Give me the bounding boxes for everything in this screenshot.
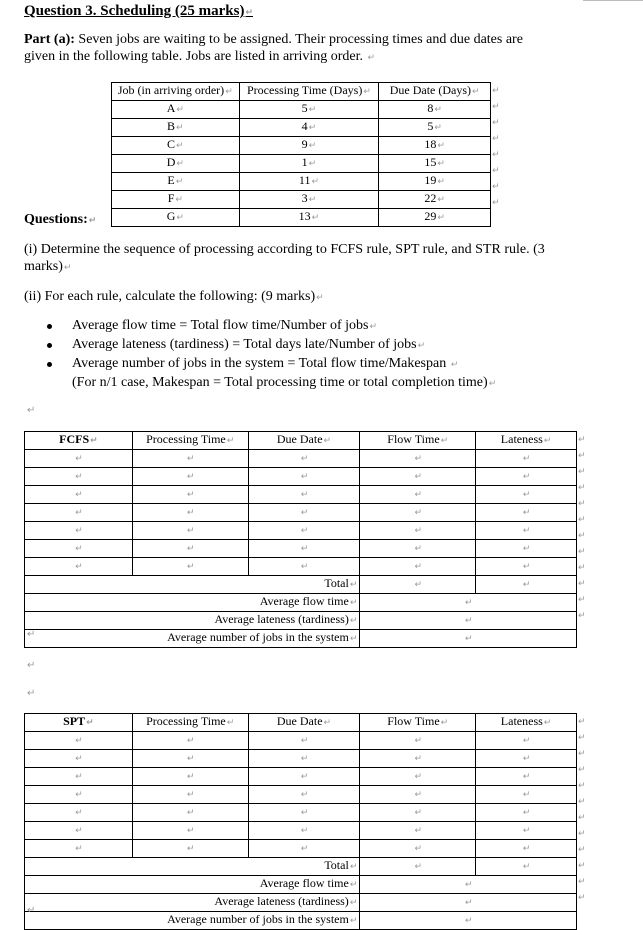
processing-time-cell[interactable]: ↵ <box>132 540 248 558</box>
fcfs_table-header-flow-time: Flow Time↵ <box>360 432 476 450</box>
processing-time-cell: 1↵ <box>239 155 379 173</box>
fcfs_table-data-row <box>25 486 577 504</box>
row-end-mark: ↵ <box>492 150 500 160</box>
flow-time-cell[interactable]: ↵ <box>360 732 476 750</box>
job-name-cell: E↵ <box>112 173 240 191</box>
spt_table-data-row <box>25 732 577 750</box>
flow-time-cell[interactable]: ↵ <box>360 822 476 840</box>
job-row <box>112 191 491 209</box>
processing-time-cell[interactable]: ↵ <box>132 522 248 540</box>
rule-cell[interactable]: ↵ <box>25 450 133 468</box>
processing-time-cell: 13↵ <box>239 209 379 227</box>
due-date-cell[interactable]: ↵ <box>248 750 360 768</box>
spt_table-total-row <box>25 858 577 876</box>
jobs-header-processing: Processing Time (Days)↵ <box>239 83 379 101</box>
fcfs_table-header-row <box>25 432 577 450</box>
empty-paragraph: ↵ <box>27 660 36 671</box>
due-date-cell[interactable]: ↵ <box>248 732 360 750</box>
due-date-cell[interactable]: ↵ <box>248 558 360 576</box>
question-1: (i) Determine the sequence of processing according to FCFS rule, SPT rule, and STR rule. (3 marks)↵ <box>24 242 545 274</box>
question-2: (ii) For each rule, calculate the following: (9 marks)↵ <box>24 289 324 304</box>
job-row <box>112 101 491 119</box>
row-end-mark: ↵ <box>578 781 586 791</box>
spt_table-data-row <box>25 804 577 822</box>
fcfs_table-header-due-date: Due Date↵ <box>248 432 360 450</box>
row-end-mark: ↵ <box>578 749 586 759</box>
job-row <box>112 119 491 137</box>
empty-paragraph: ↵ <box>27 629 36 640</box>
part-a-text-2: given in the following table. Jobs are listed in arriving order. <box>24 49 364 64</box>
spt_table-header-processing-time: Processing Time↵ <box>132 714 248 732</box>
rule-cell[interactable]: ↵ <box>25 840 133 858</box>
row-end-mark: ↵ <box>578 579 586 589</box>
processing-time-cell: 4↵ <box>239 119 379 137</box>
rule-cell[interactable]: ↵ <box>25 786 133 804</box>
flow-time-cell[interactable]: ↵ <box>360 504 476 522</box>
fcfs_table-average-lateness-row <box>25 612 577 630</box>
lateness-cell[interactable]: ↵ <box>476 468 577 486</box>
flow-time-cell[interactable]: ↵ <box>360 540 476 558</box>
row-end-mark: ↵ <box>492 102 500 112</box>
row-end-mark: ↵ <box>578 611 586 621</box>
due-date-cell: 29↵ <box>379 209 491 227</box>
row-end-mark: ↵ <box>492 134 500 144</box>
due-date-cell: 5↵ <box>379 119 491 137</box>
fcfs_table-total-row <box>25 576 577 594</box>
bullet-icon <box>47 362 52 367</box>
formula-item: Average number of jobs in the system = Total flow time/Makespan ↵ <box>24 355 496 374</box>
due-date-cell: 22↵ <box>379 191 491 209</box>
job-row <box>112 137 491 155</box>
rule-cell[interactable]: ↵ <box>25 750 133 768</box>
processing-time-cell: 3↵ <box>239 191 379 209</box>
processing-time-cell[interactable]: ↵ <box>132 468 248 486</box>
row-end-mark: ↵ <box>578 733 586 743</box>
part-a-text-1: Seven jobs are waiting to be assigned. Their processing times and due dates are <box>74 32 523 47</box>
due-date-cell[interactable]: ↵ <box>248 486 360 504</box>
average-flow-time-label: Average flow time↵ <box>25 594 360 612</box>
fcfs-table <box>24 431 577 648</box>
fcfs-row-marks <box>578 432 592 624</box>
spt_table-data-row <box>25 822 577 840</box>
empty-paragraph: ↵ <box>27 405 36 416</box>
due-date-cell[interactable]: ↵ <box>248 768 360 786</box>
part-a-paragraph: Part (a): Seven jobs are waiting to be assigned. Their processing times and due dates are given in the following table. Jobs are listed in arriving order. ↵ <box>24 32 523 64</box>
processing-time-cell: 11↵ <box>239 173 379 191</box>
fcfs_table-header-rule: FCFS↵ <box>25 432 133 450</box>
spt_table-data-row <box>25 840 577 858</box>
flow-time-cell[interactable]: ↵ <box>360 840 476 858</box>
lateness-cell[interactable]: ↵ <box>476 840 577 858</box>
job-row <box>112 209 491 227</box>
total-label: Total↵ <box>25 858 360 876</box>
bullet-icon <box>47 324 52 329</box>
spt-row-marks <box>578 714 592 906</box>
jobs-header-job: Job (in arriving order)↵ <box>112 83 240 101</box>
spt-table <box>24 713 577 930</box>
due-date-cell[interactable]: ↵ <box>248 840 360 858</box>
questions-heading: Questions:↵ <box>24 212 97 227</box>
flow-time-cell[interactable]: ↵ <box>360 486 476 504</box>
average-flow-time-value-cell[interactable]: ↵ <box>360 594 577 612</box>
processing-time-cell[interactable]: ↵ <box>132 504 248 522</box>
flow-time-cell[interactable]: ↵ <box>360 558 476 576</box>
processing-time-cell[interactable]: ↵ <box>132 750 248 768</box>
fcfs_table-data-row <box>25 540 577 558</box>
processing-time-cell[interactable]: ↵ <box>132 804 248 822</box>
processing-time-cell[interactable]: ↵ <box>132 558 248 576</box>
processing-time-cell[interactable]: ↵ <box>132 786 248 804</box>
row-end-mark: ↵ <box>492 166 500 176</box>
page-edge-line <box>583 0 643 1</box>
lateness-cell[interactable]: ↵ <box>476 486 577 504</box>
empty-paragraph: ↵ <box>27 905 36 916</box>
row-end-mark: ↵ <box>492 86 500 96</box>
due-date-cell[interactable]: ↵ <box>248 540 360 558</box>
job-row <box>112 155 491 173</box>
processing-time-cell: 5↵ <box>239 101 379 119</box>
jobs-header-row <box>112 83 491 101</box>
due-date-cell[interactable]: ↵ <box>248 522 360 540</box>
spt_table-header-flow-time: Flow Time↵ <box>360 714 476 732</box>
job-name-cell: F↵ <box>112 191 240 209</box>
rule-cell[interactable]: ↵ <box>25 804 133 822</box>
lateness-cell[interactable]: ↵ <box>476 822 577 840</box>
rule-cell[interactable]: ↵ <box>25 558 133 576</box>
processing-time-cell[interactable]: ↵ <box>132 768 248 786</box>
fcfs_table-average-jobs-in-system-row <box>25 630 577 648</box>
lateness-cell[interactable]: ↵ <box>476 750 577 768</box>
average-lateness-label: Average lateness (tardiness)↵ <box>25 894 360 912</box>
lateness-cell[interactable]: ↵ <box>476 504 577 522</box>
lateness-cell[interactable]: ↵ <box>476 804 577 822</box>
average-flow-time-value-cell[interactable]: ↵ <box>360 876 577 894</box>
average-jobs-in-system-label: Average number of jobs in the system↵ <box>25 630 360 648</box>
job-name-cell: G↵ <box>112 209 240 227</box>
fcfs_table-data-row <box>25 450 577 468</box>
lateness-cell[interactable]: ↵ <box>476 558 577 576</box>
rule-cell[interactable]: ↵ <box>25 522 133 540</box>
average-lateness-label: Average lateness (tardiness)↵ <box>25 612 360 630</box>
total-flow-time-cell[interactable]: ↵ <box>360 858 476 876</box>
rule-cell[interactable]: ↵ <box>25 486 133 504</box>
row-end-mark: ↵ <box>578 797 586 807</box>
row-end-mark: ↵ <box>578 483 586 493</box>
row-end-mark: ↵ <box>492 182 500 192</box>
spt_table-header-lateness: Lateness↵ <box>476 714 577 732</box>
due-date-cell[interactable]: ↵ <box>248 468 360 486</box>
row-end-mark: ↵ <box>578 765 586 775</box>
row-end-mark: ↵ <box>492 118 500 128</box>
row-end-mark: ↵ <box>578 451 586 461</box>
row-end-mark: ↵ <box>578 515 586 525</box>
fcfs_table-header-processing-time: Processing Time↵ <box>132 432 248 450</box>
processing-time-cell: 9↵ <box>239 137 379 155</box>
jobs-row-marks <box>492 83 506 211</box>
spt_table-header-row <box>25 714 577 732</box>
fcfs_table-average-flow-time-row <box>25 594 577 612</box>
formula-item: Average flow time = Total flow time/Number of jobs↵ <box>24 317 496 336</box>
lateness-cell[interactable]: ↵ <box>476 732 577 750</box>
total-flow-time-cell[interactable]: ↵ <box>360 576 476 594</box>
row-end-mark: ↵ <box>578 499 586 509</box>
due-date-cell[interactable]: ↵ <box>248 504 360 522</box>
spt_table-data-row <box>25 750 577 768</box>
processing-time-cell[interactable]: ↵ <box>132 450 248 468</box>
row-end-mark: ↵ <box>578 547 586 557</box>
flow-time-cell[interactable]: ↵ <box>360 750 476 768</box>
due-date-cell: 19↵ <box>379 173 491 191</box>
row-end-mark: ↵ <box>578 563 586 573</box>
spt_table-data-row <box>25 786 577 804</box>
flow-time-cell[interactable]: ↵ <box>360 468 476 486</box>
rule-cell[interactable]: ↵ <box>25 768 133 786</box>
fcfs_table-data-row <box>25 504 577 522</box>
spt_table-average-flow-time-row <box>25 876 577 894</box>
formula-item: Average lateness (tardiness) = Total days late/Number of jobs↵ <box>24 336 496 355</box>
row-end-mark: ↵ <box>578 861 586 871</box>
rule-cell[interactable]: ↵ <box>25 540 133 558</box>
lateness-cell[interactable]: ↵ <box>476 450 577 468</box>
spt_table-header-rule: SPT↵ <box>25 714 133 732</box>
formula-note: (For n/1 case, Makespan = Total processing time or total completion time)↵ <box>72 375 497 390</box>
spt_table-header-due-date: Due Date↵ <box>248 714 360 732</box>
row-end-mark: ↵ <box>578 435 586 445</box>
rule-cell[interactable]: ↵ <box>25 468 133 486</box>
rule-cell[interactable]: ↵ <box>25 732 133 750</box>
rule-cell[interactable]: ↵ <box>25 504 133 522</box>
flow-time-cell[interactable]: ↵ <box>360 804 476 822</box>
total-lateness-cell[interactable]: ↵ <box>476 576 577 594</box>
total-label: Total↵ <box>25 576 360 594</box>
job-name-cell: B↵ <box>112 119 240 137</box>
row-end-mark: ↵ <box>578 467 586 477</box>
row-end-mark: ↵ <box>578 845 586 855</box>
spt_table-average-lateness-row <box>25 894 577 912</box>
job-row <box>112 173 491 191</box>
bullet-icon <box>47 343 52 348</box>
row-end-mark: ↵ <box>578 717 586 727</box>
average-jobs-in-system-value-cell[interactable]: ↵ <box>360 630 577 648</box>
fcfs_table-data-row <box>25 522 577 540</box>
jobs-header-due: Due Date (Days)↵ <box>379 83 491 101</box>
empty-paragraph: ↵ <box>27 688 36 699</box>
due-date-cell[interactable]: ↵ <box>248 450 360 468</box>
row-end-mark: ↵ <box>492 198 500 208</box>
job-name-cell: D↵ <box>112 155 240 173</box>
processing-time-cell[interactable]: ↵ <box>132 822 248 840</box>
flow-time-cell[interactable]: ↵ <box>360 522 476 540</box>
formula-list <box>24 317 496 393</box>
processing-time-cell[interactable]: ↵ <box>132 486 248 504</box>
spt_table-data-row <box>25 768 577 786</box>
row-end-mark: ↵ <box>578 877 586 887</box>
due-date-cell[interactable]: ↵ <box>248 804 360 822</box>
due-date-cell[interactable]: ↵ <box>248 822 360 840</box>
job-name-cell: A↵ <box>112 101 240 119</box>
average-flow-time-label: Average flow time↵ <box>25 876 360 894</box>
due-date-cell[interactable]: ↵ <box>248 786 360 804</box>
row-end-mark: ↵ <box>578 829 586 839</box>
question-title: Question 3. Scheduling (25 marks)↵ <box>24 3 253 19</box>
row-end-mark: ↵ <box>578 595 586 605</box>
due-date-cell: 15↵ <box>379 155 491 173</box>
flow-time-cell[interactable]: ↵ <box>360 768 476 786</box>
fcfs_table-header-lateness: Lateness↵ <box>476 432 577 450</box>
jobs-table <box>111 82 491 227</box>
job-name-cell: C↵ <box>112 137 240 155</box>
row-end-mark: ↵ <box>578 813 586 823</box>
lateness-cell[interactable]: ↵ <box>476 768 577 786</box>
fcfs_table-data-row <box>25 468 577 486</box>
flow-time-cell[interactable]: ↵ <box>360 450 476 468</box>
processing-time-cell[interactable]: ↵ <box>132 732 248 750</box>
row-end-mark: ↵ <box>578 893 586 903</box>
average-lateness-value-cell[interactable]: ↵ <box>360 894 577 912</box>
due-date-cell: 18↵ <box>379 137 491 155</box>
average-lateness-value-cell[interactable]: ↵ <box>360 612 577 630</box>
part-a-label: Part (a): <box>24 32 75 47</box>
row-end-mark: ↵ <box>578 531 586 541</box>
spt_table-average-jobs-in-system-row <box>25 912 577 930</box>
total-lateness-cell[interactable]: ↵ <box>476 858 577 876</box>
lateness-cell[interactable]: ↵ <box>476 786 577 804</box>
due-date-cell: 8↵ <box>379 101 491 119</box>
flow-time-cell[interactable]: ↵ <box>360 786 476 804</box>
fcfs_table-data-row <box>25 558 577 576</box>
rule-cell[interactable]: ↵ <box>25 822 133 840</box>
lateness-cell[interactable]: ↵ <box>476 540 577 558</box>
lateness-cell[interactable]: ↵ <box>476 522 577 540</box>
average-jobs-in-system-label: Average number of jobs in the system↵ <box>25 912 360 930</box>
processing-time-cell[interactable]: ↵ <box>132 840 248 858</box>
average-jobs-in-system-value-cell[interactable]: ↵ <box>360 912 577 930</box>
